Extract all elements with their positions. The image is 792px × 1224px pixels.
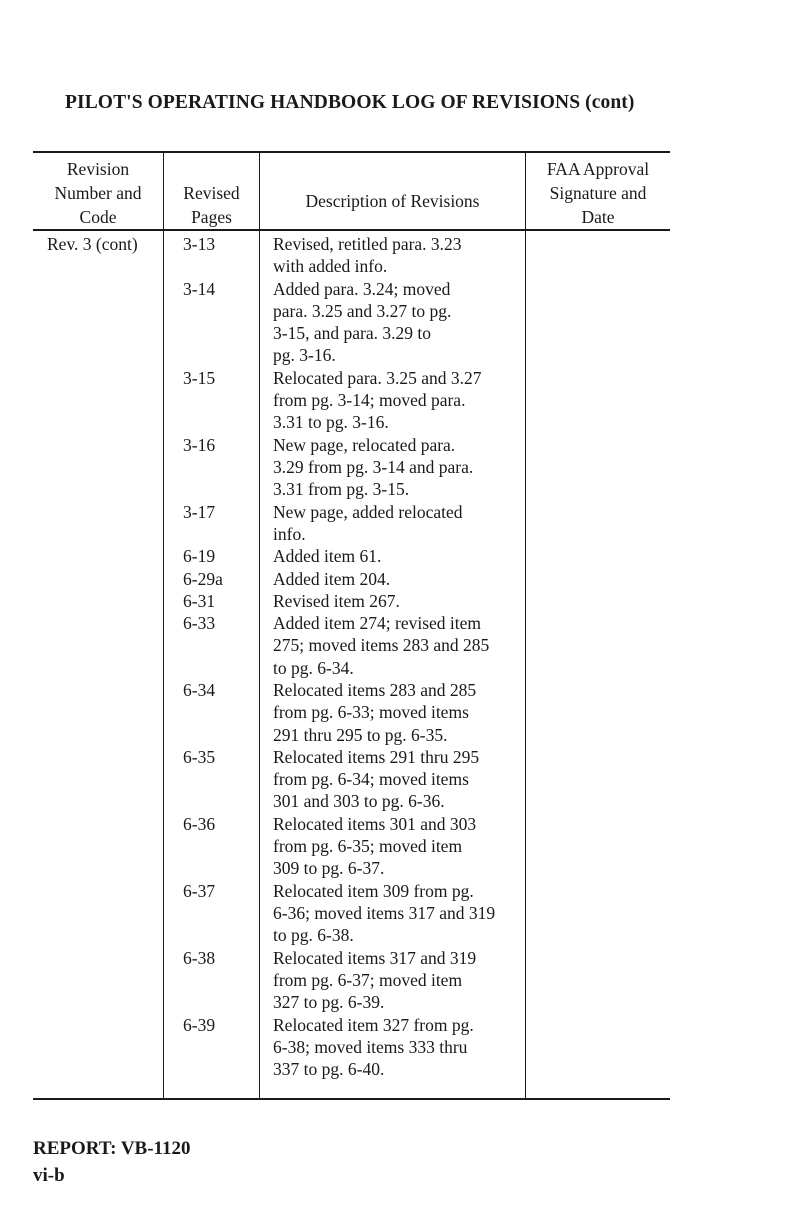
description-line: 3.29 from pg. 3-14 and para. [273,456,474,477]
description-line: 6-38; moved items 333 thru [273,1036,468,1057]
column-divider [525,153,526,1098]
description-line: para. 3.25 and 3.27 to pg. [273,300,452,321]
page-footer [33,1135,191,1189]
revision-description [273,813,476,880]
revised-page-number: 6-36 [183,813,216,834]
description-line: 301 and 303 to pg. 6-36. [273,791,445,812]
description-line: from pg. 6-35; moved item [273,836,463,857]
revision-description [273,278,451,367]
revision-description [273,880,495,947]
description-line: Relocated items 283 and 285 [273,680,477,700]
description-line: Added item 61. [273,546,382,567]
description-line: to pg. 6-34. [273,657,354,678]
revised-page-number: 6-29a [183,568,223,589]
revised-page-number: 3-14 [183,278,216,299]
revision-description [273,233,462,278]
description-line: from pg. 3-14; moved para. [273,390,466,411]
description-line: pg. 3-16. [273,345,336,366]
revised-page-number: 6-35 [183,746,216,767]
description-line: New page, added relocated [273,501,463,522]
revision-description [273,612,489,679]
page-number: vi-b [33,1165,65,1186]
description-line: 309 to pg. 6-37. [273,858,385,879]
revised-page-number: 6-37 [183,880,216,901]
revision-description [273,367,481,434]
revised-page-number: 3-13 [183,234,216,254]
revised-page-number: 3-15 [183,367,216,388]
header-faa-approval: FAA Approval Signature and Date [546,159,650,227]
revised-page-number: 6-34 [183,680,216,700]
revised-page-number: 6-38 [183,947,216,968]
revised-page-number: 6-31 [183,590,216,611]
description-line: Added para. 3.24; moved [273,278,451,299]
description-line: Relocated items 291 thru 295 [273,746,480,767]
description-line: Revised item 267. [273,590,400,611]
revision-description [273,947,476,1014]
description-line: from pg. 6-34; moved items [273,769,469,790]
description-line: from pg. 6-37; moved item [273,969,463,990]
description-line: to pg. 6-38. [273,925,354,946]
description-line: 337 to pg. 6-40. [273,1059,385,1080]
description-line: New page, relocated para. [273,434,456,455]
description-line: Relocated items 317 and 319 [273,947,477,968]
revision-description [273,434,473,501]
header-description: Description of Revisions [305,191,480,211]
description-line: Relocated item 309 from pg. [273,880,474,901]
description-line: 3.31 to pg. 3-16. [273,412,389,433]
header-rule [33,229,670,231]
description-line: Revised, retitled para. 3.23 [273,234,462,254]
header-revised-pages: Revised Pages [183,183,240,227]
column-divider [259,153,260,1098]
revision-description [273,746,479,813]
revised-page-number: 6-19 [183,546,216,567]
description-line: Relocated para. 3.25 and 3.27 [273,367,482,388]
description-line: 3.31 from pg. 3-15. [273,479,410,500]
description-line: 275; moved items 283 and 285 [273,635,490,656]
description-line: 327 to pg. 6-39. [273,992,385,1013]
page-title: PILOT'S OPERATING HANDBOOK LOG OF REVISIONS (cont) [65,92,635,113]
revision-code: Rev. 3 (cont) [47,234,138,254]
report-number: REPORT: VB-1120 [33,1138,191,1159]
column-divider [163,153,164,1098]
revised-page-number: 6-39 [183,1014,216,1035]
description-line: with added info. [273,256,388,277]
revision-description [273,545,381,567]
revised-page-number: 3-16 [183,434,216,455]
description-line: Added item 274; revised item [273,613,482,634]
description-line: 3-15, and para. 3.29 to [273,323,431,344]
description-line: Relocated items 301 and 303 [273,813,477,834]
revision-description [273,1014,474,1081]
revision-description [273,568,390,590]
description-line: Relocated item 327 from pg. [273,1014,474,1035]
description-line: from pg. 6-33; moved items [273,702,469,723]
revision-description [273,501,462,546]
header-revision-number: Revision Number and Code [54,159,142,227]
revision-description [273,679,476,746]
revisions-table [33,151,670,1100]
description-line: Added item 204. [273,568,391,589]
revision-description [273,590,400,612]
revised-page-number: 3-17 [183,501,216,522]
revised-page-number: 6-33 [183,613,216,634]
description-line: 291 thru 295 to pg. 6-35. [273,724,448,745]
description-line: 6-36; moved items 317 and 319 [273,902,496,923]
description-line: info. [273,523,306,544]
